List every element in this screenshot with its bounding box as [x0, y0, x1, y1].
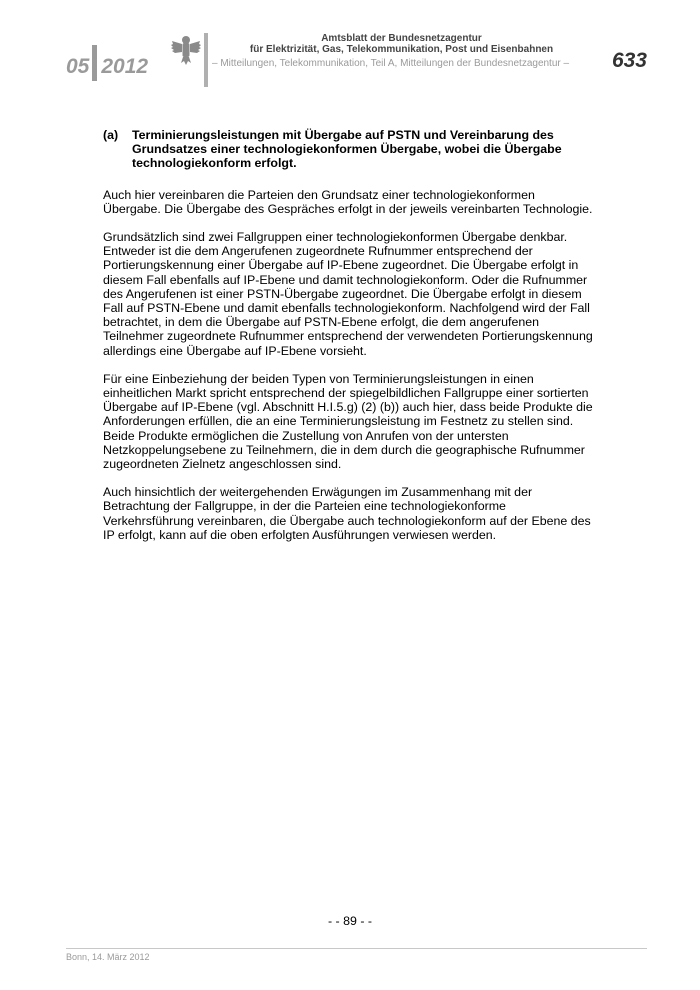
header-subtitle: – Mitteilungen, Telekommunikation, Teil A, Mitteilungen der Bundesnetzagentur –	[212, 58, 570, 69]
issue-year: 2012	[101, 55, 149, 78]
footer-page-label: - - 89 - -	[327, 914, 373, 928]
section-heading-text: Terminierungsleistungen mit Übergabe auf PSTN und Vereinbarung des Grundsatzes einer technologiekonformen Übergabe, wobei die Übergabe technologiekonform erfolgt.	[132, 128, 562, 171]
federal-eagle-icon	[170, 33, 202, 67]
page-number: 633	[611, 49, 647, 72]
paragraph-3: Für eine Einbeziehung der beiden Typen von Terminierungsleistungen in einen einheitlichen Markt spricht entsprechend der spiegelbildlichen Fallgruppe einer sortierten Übergabe auf IP-Ebene (vgl. Abschnitt H.I.5.g) (2) (b)) auch hier, dass beide Produkte die Anforderungen erfüllen, die an eine Terminierungsleistung im Festnetz zu stellen sind. Beide Produkte ermöglichen die Zustellung von Anrufen von der untersten Netzkoppelungsebene zu Teilnehmern, die in dem durch die geographische Rufnummer zugeordneten Zielnetz angeschlossen sind.	[103, 371, 593, 472]
issue-number: 05	[66, 55, 90, 78]
footer-date: Bonn, 14. März 2012	[66, 952, 150, 962]
main-content	[103, 128, 596, 556]
issue-label	[66, 49, 148, 85]
section-heading	[103, 128, 596, 171]
section-heading-label: (a)	[103, 128, 119, 142]
paragraph-1: Auch hier vereinbaren die Parteien den Grundsatz einer technologiekonformen Übergabe. Die Übergabe des Gespräches erfolgt in der jeweils vereinbarten Technologie.	[103, 187, 593, 216]
paragraph-2: Grundsätzlich sind zwei Fallgruppen einer technologiekonformen Übergabe denkbar. Entweder ist die dem Angerufenen zugeordnete Rufnummer entsprechend der Portierungskennung einer Übergabe auf IP-Ebene zugeordnet. Die Übergabe erfolgt in diesem Fall ebenfalls auf IP-Ebene und damit technologiekonform. Oder die Rufnummer des Angerufenen ist einer PSTN-Übergabe zugeordnet. Die Übergabe erfolgt in diesem Fall auf PSTN-Ebene und damit ebenfalls technologiekonform. Nachfolgend wird der Fall betrachtet, in dem die Übergabe auf PSTN-Ebene erfolgt, die dem angerufenen Teilnehmer zugeordnete Rufnummer entsprechend der verwendeten Portierungskennung allerdings eine Übergabe auf IP-Ebene vorsieht.	[103, 230, 593, 358]
paragraph-4: Auch hinsichtlich der weitergehenden Erwägungen im Zusammenhang mit der Betrachtung der Fallgruppe, in der die Parteien eine technologiekonforme Verkehrsführung vereinbaren, die Übergabe auch technologiekonform auf der Ebene des IP erfolgt, kann auf die oben erfolgten Ausführungen verwiesen werden.	[103, 485, 591, 542]
issue-divider	[92, 45, 97, 81]
header-title-line2: für Elektrizität, Gas, Telekommunikation, Post und Eisenbahnen	[249, 44, 554, 55]
header-title-line1: Amtsblatt der Bundesnetzagentur	[321, 33, 482, 44]
footer-divider	[66, 948, 647, 949]
header-divider	[204, 33, 208, 87]
